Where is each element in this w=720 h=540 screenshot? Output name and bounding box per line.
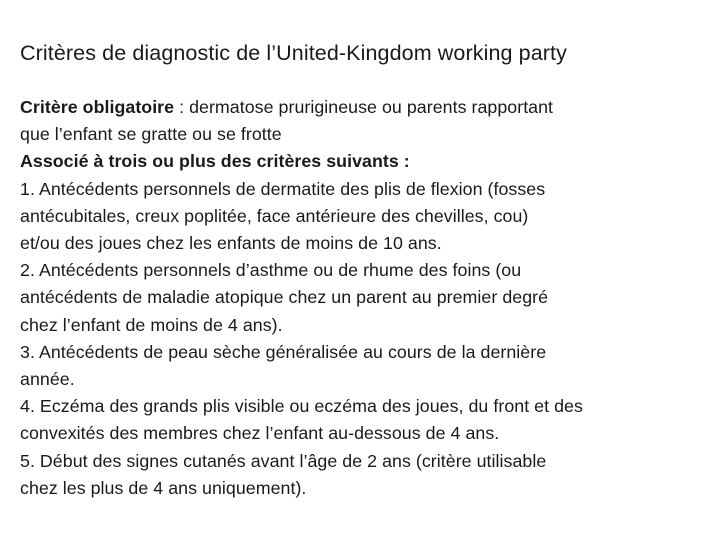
- criterion-text-line: convexités des membres chez l’enfant au-dessous de 4 ans.: [20, 423, 500, 444]
- criterion-item-3: [20, 339, 704, 393]
- mandatory-criterion-line-2: que l’enfant se gratte ou se frotte: [20, 124, 282, 145]
- criterion-item-1: [20, 176, 704, 258]
- criterion-text-line: chez les plus de 4 ans uniquement).: [20, 477, 307, 498]
- criterion-text-line: et/ou des joues chez les enfants de moins de 10 ans.: [20, 233, 442, 254]
- criterion-text-line: 1. Antécédents personnels de dermatite des plis de flexion (fosses: [20, 178, 546, 199]
- criterion-text-line: antécédents de maladie atopique chez un parent au premier degré: [20, 287, 549, 308]
- slide-body: [20, 94, 704, 502]
- criterion-text-line: 2. Antécédents personnels d’asthme ou de rhume des foins (ou: [20, 260, 522, 281]
- criterion-text-line: antécubitales, creux poplitée, face antérieure des chevilles, cou): [20, 205, 529, 226]
- criterion-text-line: chez l’enfant de moins de 4 ans).: [20, 314, 283, 335]
- mandatory-criterion-text: : dermatose prurigineuse ou parents rapportant: [174, 97, 554, 117]
- criterion-item-2: [20, 257, 704, 339]
- slide-title: Critères de diagnostic de l’United-Kingdom working party: [20, 41, 567, 65]
- criterion-item-5: [20, 448, 704, 502]
- criterion-text-line: année.: [20, 369, 75, 390]
- associated-criteria-heading: Associé à trois ou plus des critères suivants :: [20, 151, 410, 172]
- criterion-text-line: 5. Début des signes cutanés avant l’âge de 2 ans (critère utilisable: [20, 450, 547, 471]
- mandatory-criterion-line-1: [20, 94, 704, 121]
- criterion-text-line: 3. Antécédents de peau sèche généralisée au cours de la dernière: [20, 341, 547, 362]
- criterion-text-line: 4. Eczéma des grands plis visible ou eczéma des joues, du front et des: [20, 396, 583, 417]
- criterion-item-4: [20, 393, 704, 447]
- mandatory-criterion-label: Critère obligatoire: [20, 97, 175, 117]
